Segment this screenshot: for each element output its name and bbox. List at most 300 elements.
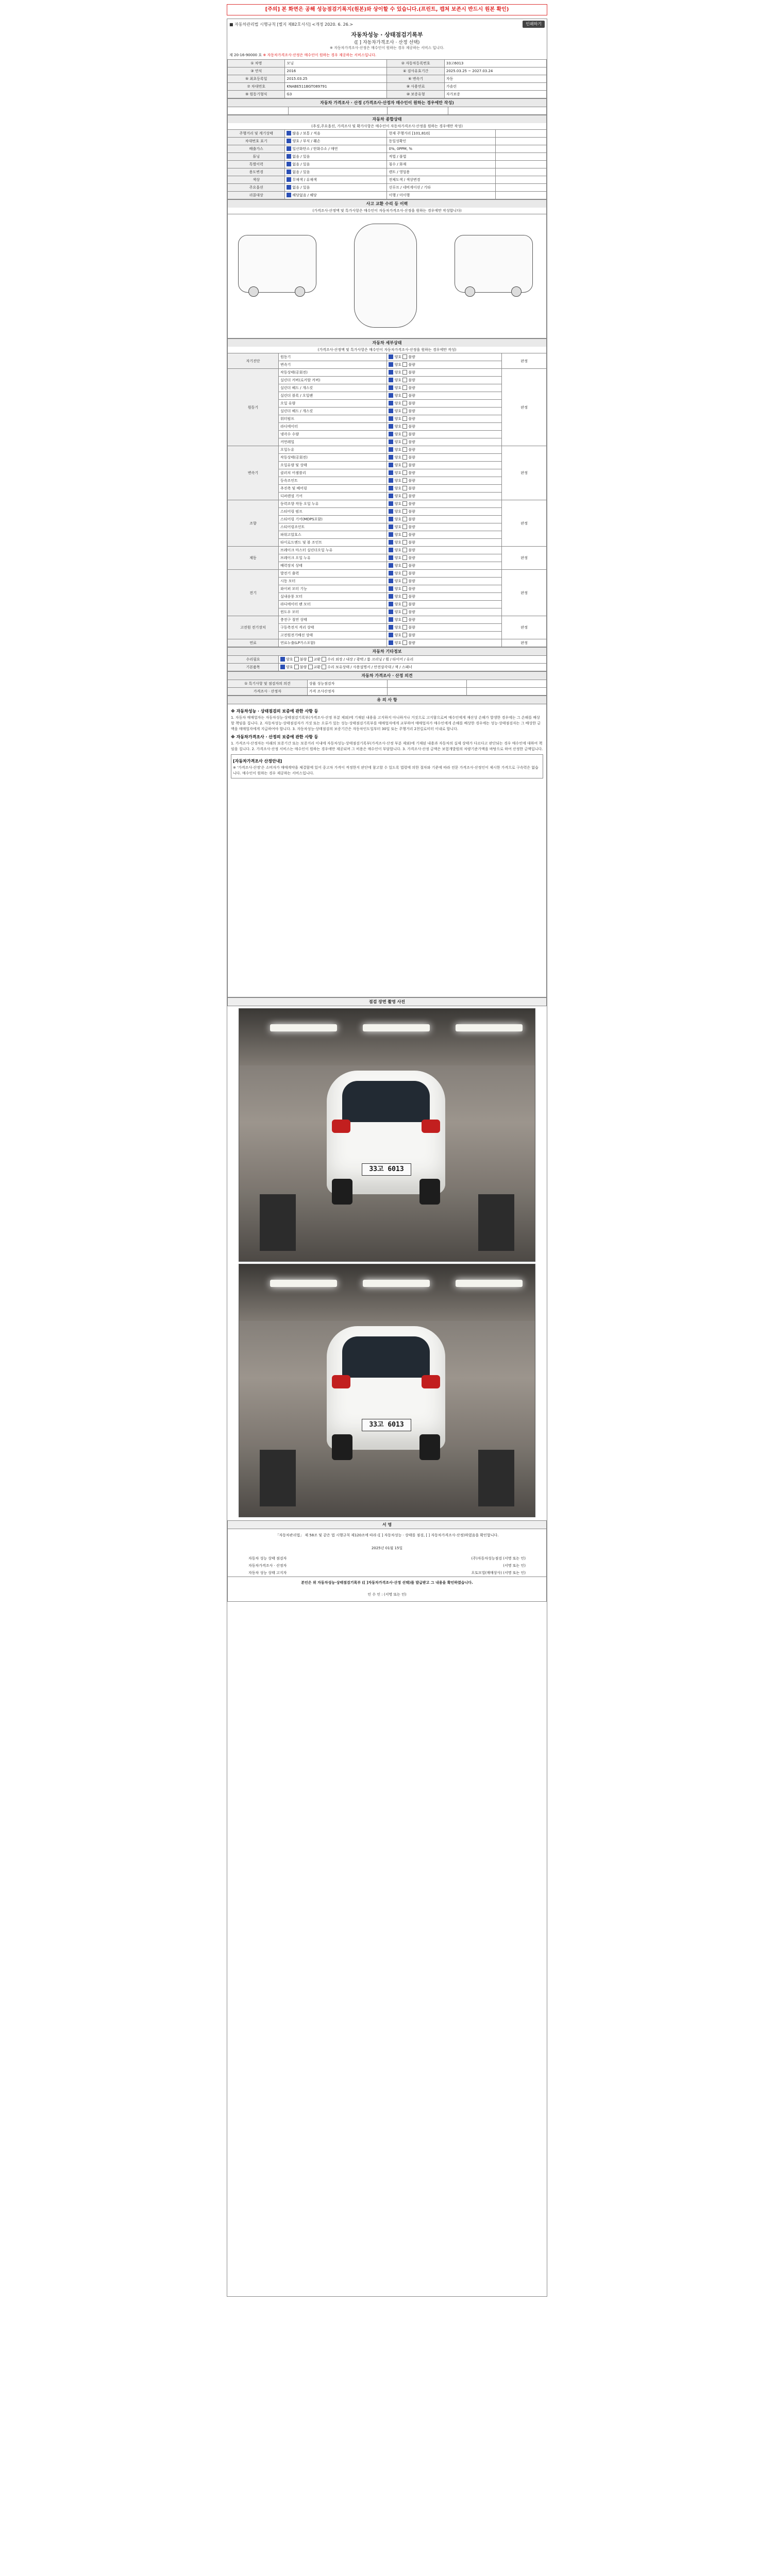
- condition-label: 튜닝: [228, 153, 285, 161]
- checkbox[interactable]: [402, 509, 407, 514]
- detail-item: 브레이크 오일 누유: [279, 554, 387, 562]
- etc-label: 기본품목: [228, 664, 279, 671]
- checkbox[interactable]: [402, 548, 407, 552]
- detail-item: 발전기 출력: [279, 570, 387, 578]
- checkbox-checked[interactable]: [389, 424, 393, 429]
- condition-label: 차대번호 표기: [228, 138, 285, 145]
- wheel-icon: [511, 286, 522, 297]
- checkbox[interactable]: [402, 555, 407, 560]
- tail-lamp: [422, 1375, 440, 1388]
- sign-row: [228, 1569, 546, 1577]
- ceiling: [239, 1009, 535, 1065]
- checkbox[interactable]: [402, 517, 407, 521]
- basic-info-table: [227, 59, 547, 98]
- checkbox-checked[interactable]: [389, 524, 393, 529]
- detail-status: 양호 불량: [387, 477, 502, 485]
- checkbox-checked[interactable]: [389, 540, 393, 545]
- detail-status: 양호 불량: [387, 608, 502, 616]
- detail-result: 판정: [502, 369, 547, 446]
- checkbox[interactable]: [402, 378, 407, 382]
- sign-row: [228, 1562, 546, 1569]
- detail-status: 양호 불량: [387, 570, 502, 578]
- basic-label: ⑩ 보증유형: [387, 91, 444, 98]
- checkbox[interactable]: [402, 532, 407, 537]
- basic-value: 모닝: [285, 60, 387, 67]
- sign-receiver: 인 수 인 : (서명 또는 인): [367, 1592, 407, 1597]
- detail-status: 양호 불량: [387, 400, 502, 408]
- ceiling-light: [363, 1280, 430, 1287]
- basic-value: 가솔린: [444, 83, 546, 91]
- detail-item: 구동축전지 격리 상태: [279, 624, 387, 632]
- basic-row: [228, 91, 547, 98]
- car-top-view: [354, 224, 417, 328]
- detail-result: 판정: [502, 446, 547, 500]
- detail-item: 워터펌프: [279, 415, 387, 423]
- checkbox[interactable]: [402, 586, 407, 591]
- basic-value: G3: [285, 91, 387, 98]
- checkbox-checked[interactable]: [389, 509, 393, 514]
- checkbox-checked[interactable]: [389, 517, 393, 521]
- condition-detail: 적법 / 불법: [387, 153, 495, 161]
- checkbox[interactable]: [402, 362, 407, 367]
- detail-status: 양호 불량: [387, 423, 502, 431]
- condition-table: [227, 129, 547, 199]
- note-section: [231, 754, 543, 778]
- note-section: [231, 734, 543, 752]
- etc-table: [227, 655, 547, 671]
- checkbox-checked[interactable]: [389, 617, 393, 622]
- basic-label: ② 자동차등록번호: [387, 60, 444, 67]
- price-section-head: 자동차 가격조사 · 산정 (가격조사·산정자 매수인이 원하는 경우에만 작성): [227, 98, 547, 107]
- detail-row: [228, 369, 547, 377]
- tire: [332, 1179, 352, 1205]
- note-text: 1. 자동차 매매업자는 자동차성능·상태점검기록부(가격조사·산정 부분 제외)에 기재된 내용을 고지하지 아니하거나 거짓으로 고지함으로써 매수인에게 재산상 손해가 발생한 경우에는 그 손해를 배상할 책임을 집니다. 2. 자동차성능·상태점검자가 거짓 또는 오류가 있는 성능·상태점검기록부를 매매업자에게 교부하여 매매업자가 매수인에게 손해를 배상한 경우에는 성능·상태점검자는 그 배상한 금액을 매매업자에게 지급하여야 합니다. 3. 자동차성능·상태점검의 보증기간은 자동차인도일부터 30일 또는 주행거리 2천킬로미터 이내로 합니다.: [231, 716, 541, 731]
- detail-group: 전기: [228, 570, 279, 616]
- checkbox-checked[interactable]: [287, 185, 291, 190]
- checkbox-checked[interactable]: [389, 633, 393, 637]
- sign-name: (서명 또는 인): [503, 1564, 526, 1568]
- checkbox-checked[interactable]: [389, 548, 393, 552]
- tail-lamp: [332, 1120, 350, 1133]
- condition-result: [495, 168, 546, 176]
- checkbox-checked[interactable]: [389, 586, 393, 591]
- checkbox-checked[interactable]: [389, 362, 393, 367]
- checkbox-checked[interactable]: [389, 501, 393, 506]
- detail-group: 연료: [228, 639, 279, 647]
- car-window: [342, 1081, 430, 1122]
- checkbox-checked[interactable]: [287, 146, 291, 151]
- etc-section-head: 자동차 기타정보: [227, 647, 547, 655]
- condition-label: 색상: [228, 176, 285, 184]
- checkbox[interactable]: [402, 432, 407, 436]
- lift-post: [260, 1194, 296, 1251]
- checkbox-checked[interactable]: [287, 170, 291, 174]
- condition-detail: 렌트 / 영업용: [387, 168, 495, 176]
- condition-options: 양호 / 부식 / 훼손: [285, 138, 387, 145]
- detail-status: 양호 불량: [387, 547, 502, 554]
- checkbox-checked[interactable]: [389, 579, 393, 583]
- lift-post: [478, 1194, 514, 1251]
- opinion-cell: [467, 688, 547, 696]
- condition-result: [495, 145, 546, 153]
- condition-label: 리콜대상: [228, 192, 285, 199]
- detail-item: 오일 유량: [279, 400, 387, 408]
- checkbox[interactable]: [402, 594, 407, 599]
- checkbox[interactable]: [402, 617, 407, 622]
- sign-row: [228, 1555, 546, 1562]
- checkbox[interactable]: [402, 501, 407, 506]
- detail-item: 스티어링 펌프: [279, 508, 387, 516]
- detail-status: 양호 불량: [387, 500, 502, 508]
- license-plate: 33고 6013: [362, 1163, 411, 1176]
- license-plate: 33고 6013: [362, 1419, 411, 1431]
- checkbox-checked[interactable]: [389, 447, 393, 452]
- checkbox[interactable]: [402, 393, 407, 398]
- condition-options: 없음 / 있음: [285, 161, 387, 168]
- etc-value: 양호 불량 교환 수리 외장 / 내장 / 광택 / 룸 크리닝 / 휠 / 타이어 / 유리: [279, 656, 547, 664]
- checkbox-checked[interactable]: [389, 640, 393, 645]
- condition-result: [495, 192, 546, 199]
- checkbox-checked[interactable]: [287, 139, 291, 143]
- sign-role: 자동차 성능 상태 고지자: [248, 1571, 287, 1575]
- basic-label: ④ 검사유효기간: [387, 67, 444, 75]
- detail-table: [227, 353, 547, 647]
- checkbox-checked[interactable]: [389, 455, 393, 460]
- checkbox-checked[interactable]: [389, 625, 393, 630]
- checkbox-checked[interactable]: [389, 370, 393, 375]
- condition-row: [228, 161, 547, 168]
- detail-item: 충전구 절연 상태: [279, 616, 387, 624]
- detail-status: 양호 불량: [387, 377, 502, 384]
- checkbox-checked[interactable]: [287, 193, 291, 197]
- detail-item: 동력조향 작동 오일 누유: [279, 500, 387, 508]
- detail-status: 양호 불량: [387, 454, 502, 462]
- detail-status: 양호 불량: [387, 392, 502, 400]
- condition-options: 없음 / 있음: [285, 168, 387, 176]
- detail-item: 고전원전기배선 상태: [279, 632, 387, 639]
- price-cell: [228, 107, 289, 115]
- ceiling-light: [456, 1280, 523, 1287]
- price-cell: [289, 107, 387, 115]
- sign-section-head: 서 명: [228, 1521, 546, 1529]
- checkbox-checked[interactable]: [280, 665, 285, 669]
- checkbox-checked[interactable]: [389, 378, 393, 382]
- detail-item: 배력장치 상태: [279, 562, 387, 570]
- etc-value: 양호 불량 교환 수리 보유상태 / 사용설명서 / 안전삼각대 / 잭 / 스패너: [279, 664, 547, 671]
- doc-title-sub: ([ ] 자동차가격조사 · 산정 선택): [354, 40, 420, 45]
- checkbox-checked[interactable]: [287, 162, 291, 166]
- condition-detail: 침수 / 화재: [387, 161, 495, 168]
- checkbox[interactable]: [402, 571, 407, 575]
- notes-block: [227, 704, 547, 997]
- condition-row: [228, 176, 547, 184]
- detail-item: 등속조인트: [279, 477, 387, 485]
- condition-row: [228, 145, 547, 153]
- checkbox[interactable]: [402, 478, 407, 483]
- detail-item: 작동상태(공회전): [279, 454, 387, 462]
- detail-item: 오일유량 및 상태: [279, 462, 387, 469]
- ceiling: [239, 1264, 535, 1321]
- checkbox-checked[interactable]: [389, 563, 393, 568]
- wheel-icon: [295, 286, 305, 297]
- detail-result: 판정: [502, 639, 547, 647]
- car-window: [342, 1336, 430, 1378]
- checkbox-checked[interactable]: [389, 416, 393, 421]
- etc-row: [228, 664, 547, 671]
- checkbox-checked[interactable]: [389, 432, 393, 436]
- detail-item: 시동 모터: [279, 578, 387, 585]
- detail-status: 양호 불량: [387, 469, 502, 477]
- checkbox-checked[interactable]: [280, 657, 285, 662]
- checkbox-checked[interactable]: [389, 409, 393, 413]
- condition-options: 무채색 / 유채색: [285, 176, 387, 184]
- checkbox[interactable]: [402, 354, 407, 359]
- detail-item: 클러치 어셈블리: [279, 469, 387, 477]
- condition-label: 용도변경: [228, 168, 285, 176]
- form-meta: ■ 자동차관리법 시행규칙 [별지 제82호서식] <개정 2020. 6. 26.>: [229, 22, 354, 27]
- note-heading: ※ 자동차가격조사 · 산정의 보증에 관한 사항 등: [231, 735, 318, 739]
- detail-group: 고전원 전기장치: [228, 616, 279, 639]
- detail-result: 판정: [502, 616, 547, 639]
- basic-row: [228, 83, 547, 91]
- condition-section-sub: (추징,주요옵션, 가격조사 및 확가사항은 매수인이 자동차가격조사·산정을 원하는 경우에만 작성): [227, 123, 547, 129]
- checkbox-checked[interactable]: [287, 177, 291, 182]
- detail-group: 조향: [228, 500, 279, 547]
- sign-name: (주)자동차성능점검 (서명 또는 인): [471, 1556, 526, 1561]
- sign-role: 자동차 성능 상태 점검자: [248, 1556, 287, 1561]
- detail-status: 양호 불량: [387, 485, 502, 493]
- checkbox-checked[interactable]: [389, 609, 393, 614]
- checkbox[interactable]: [402, 494, 407, 498]
- checkbox-checked[interactable]: [389, 463, 393, 467]
- checkbox-checked[interactable]: [389, 478, 393, 483]
- basic-row: [228, 67, 547, 75]
- detail-item: 윈도우 모터: [279, 608, 387, 616]
- condition-options: 없음 / 있음: [285, 153, 387, 161]
- detail-status: 양호 불량: [387, 632, 502, 639]
- checkbox-checked[interactable]: [287, 131, 291, 135]
- checkbox[interactable]: [402, 609, 407, 614]
- checkbox[interactable]: [402, 424, 407, 429]
- checkbox[interactable]: [402, 416, 407, 421]
- checkbox-checked[interactable]: [389, 594, 393, 599]
- checkbox[interactable]: [308, 665, 313, 669]
- photo-section-head: 점검 장면 촬영 사진: [227, 997, 547, 1006]
- checkbox-checked[interactable]: [389, 486, 393, 490]
- checkbox[interactable]: [402, 455, 407, 460]
- basic-label: ③ 연식: [228, 67, 285, 75]
- checkbox[interactable]: [402, 486, 407, 490]
- detail-result: 판정: [502, 353, 547, 369]
- checkbox[interactable]: [402, 540, 407, 545]
- checkbox[interactable]: [402, 563, 407, 568]
- checkbox[interactable]: [402, 447, 407, 452]
- opinion-cell: [467, 680, 547, 688]
- detail-section-head: 자동차 세부상태: [227, 338, 547, 347]
- checkbox[interactable]: [322, 657, 326, 662]
- detail-status: 양호 불량: [387, 415, 502, 423]
- detail-status: 양호 불량: [387, 353, 502, 361]
- checkbox-checked[interactable]: [389, 401, 393, 405]
- basic-label: ⑧ 사용연료: [387, 83, 444, 91]
- condition-label: 특별이력: [228, 161, 285, 168]
- detail-status: 양호 불량: [387, 639, 502, 647]
- checkbox[interactable]: [402, 524, 407, 529]
- detail-status: 양호 불량: [387, 593, 502, 601]
- doc-title: [227, 29, 547, 53]
- condition-row: [228, 192, 547, 199]
- checkbox[interactable]: [402, 633, 407, 637]
- detail-status: 양호 불량: [387, 578, 502, 585]
- detail-status: 양호 불량: [387, 516, 502, 523]
- diagram-section-sub: (가격조사·산정액 및 특가사항은 매수인이 자동차가격조사·산정을 원하는 경우에만 작성합니다): [227, 208, 547, 214]
- condition-row: [228, 138, 547, 145]
- opinion-table: [227, 680, 547, 696]
- condition-section-head: 자동차 종합상태: [227, 115, 547, 123]
- opinion-section-head: 자동차 가격조사 · 산정 의견: [227, 671, 547, 680]
- checkbox[interactable]: [402, 370, 407, 375]
- condition-result: [495, 184, 546, 192]
- sign-intro: 「자동차관리법」 제 58조 및 같은 법 시행규칙 제120조에 따라 ([ ] 자동차성능 · 상태를 점검, [ ] 자동차가격조사·산정)하였음을 확인합니다.: [275, 1533, 499, 1537]
- checkbox[interactable]: [322, 665, 326, 669]
- checkbox[interactable]: [402, 439, 407, 444]
- checkbox[interactable]: [308, 657, 313, 662]
- basic-value: 자가보증: [444, 91, 546, 98]
- checkbox[interactable]: [402, 579, 407, 583]
- doc-topbar: [227, 19, 547, 29]
- opinion-row: [228, 688, 547, 696]
- condition-result: [495, 153, 546, 161]
- detail-status: 양호 불량: [387, 539, 502, 547]
- wheel-icon: [465, 286, 475, 297]
- detail-row: [228, 500, 547, 508]
- condition-row: [228, 153, 547, 161]
- condition-detail: 현재 주행거리 [101,810]: [387, 130, 495, 138]
- condition-detail: 0%, 0PPM, %: [387, 145, 495, 153]
- rear-photo: [239, 1008, 535, 1262]
- detail-status: 양호 불량: [387, 508, 502, 516]
- checkbox-checked[interactable]: [389, 470, 393, 475]
- detail-item: 원동기: [279, 353, 387, 361]
- checkbox[interactable]: [294, 657, 299, 662]
- checkbox-checked[interactable]: [389, 385, 393, 390]
- checkbox-checked[interactable]: [389, 439, 393, 444]
- basic-value: 2016: [285, 67, 387, 75]
- detail-row: [228, 446, 547, 454]
- detail-group: 변속기: [228, 446, 279, 500]
- basic-label: ⑥ 변속기: [387, 75, 444, 83]
- condition-options: 없음 / 있음: [285, 184, 387, 192]
- detail-section-sub: (가격조사·산정액 및 특가사항은 매수인이 자동차가격조사·산정을 원하는 경우에만 작성): [227, 347, 547, 353]
- condition-row: [228, 130, 547, 138]
- opinion-cell: 가격 조사산정자: [307, 688, 387, 696]
- detail-status: 양호 불량: [387, 531, 502, 539]
- detail-status: 양호 불량: [387, 562, 502, 570]
- car-left-view: [238, 235, 316, 293]
- lift-post: [260, 1450, 296, 1506]
- tail-lamp: [332, 1375, 350, 1388]
- checkbox[interactable]: [294, 665, 299, 669]
- tail-lamp: [422, 1120, 440, 1133]
- front-photo: [239, 1264, 535, 1517]
- etc-label: 수리필요: [228, 656, 279, 664]
- detail-item: 커먼레일: [279, 438, 387, 446]
- detail-row: [228, 547, 547, 554]
- opinion-cell: [387, 688, 467, 696]
- detail-row: [228, 353, 547, 361]
- condition-options: 해당없음 / 해당: [285, 192, 387, 199]
- doc-title-main: 자동차성능 · 상태점검기록부: [351, 31, 423, 38]
- detail-status: 양호 불량: [387, 438, 502, 446]
- detail-item: 와이퍼 모터 기능: [279, 585, 387, 593]
- detail-row: [228, 616, 547, 624]
- checkbox-checked[interactable]: [389, 555, 393, 560]
- detail-result: 판정: [502, 570, 547, 616]
- checkbox-checked[interactable]: [389, 494, 393, 498]
- checkbox[interactable]: [402, 640, 407, 645]
- checkbox[interactable]: [402, 463, 407, 467]
- note-heading: [자동차가격조사 산정안내]: [233, 759, 282, 764]
- tire: [419, 1434, 440, 1460]
- etc-row: [228, 656, 547, 664]
- checkbox[interactable]: [402, 470, 407, 475]
- basic-label: ⑤ 최초등록일: [228, 75, 285, 83]
- checkbox[interactable]: [402, 602, 407, 606]
- basic-label: ⑨ 원동기형식: [228, 91, 285, 98]
- condition-detail: 동일성확인: [387, 138, 495, 145]
- basic-value: 자동: [444, 75, 546, 83]
- detail-status: 양호 불량: [387, 585, 502, 593]
- ceiling-light: [456, 1024, 523, 1031]
- print-button[interactable]: 인쇄하기: [523, 21, 545, 28]
- checkbox[interactable]: [402, 625, 407, 630]
- detail-result: 판정: [502, 500, 547, 547]
- note-heading: ※ 자동차성능 · 상태점검의 보증에 관한 사항 등: [231, 709, 318, 714]
- checkbox-checked[interactable]: [287, 154, 291, 159]
- ref-line: [227, 53, 547, 59]
- basic-label: ⑦ 차대번호: [228, 83, 285, 91]
- detail-row: [228, 639, 547, 647]
- tire: [419, 1179, 440, 1205]
- detail-item: 디퍼렌셜 기어: [279, 493, 387, 500]
- detail-status: 양호 불량: [387, 462, 502, 469]
- detail-item: 실린더 블록 / 오일팬: [279, 392, 387, 400]
- detail-item: 라디에이터 팬 모터: [279, 601, 387, 608]
- checkbox[interactable]: [402, 409, 407, 413]
- checkbox-checked[interactable]: [389, 602, 393, 606]
- checkbox-checked[interactable]: [389, 393, 393, 398]
- basic-value: KNABE511BGT089791: [285, 83, 387, 91]
- opinion-cell: 가격조사 · 산정자: [228, 688, 308, 696]
- basic-value: 2015.03.25: [285, 75, 387, 83]
- checkbox-checked[interactable]: [389, 532, 393, 537]
- detail-item: 연료누출(LP가스포함): [279, 639, 387, 647]
- checkbox[interactable]: [402, 385, 407, 390]
- checkbox[interactable]: [402, 401, 407, 405]
- detail-status: 양호 불량: [387, 384, 502, 392]
- condition-detail: 전체도색 / 색상변경: [387, 176, 495, 184]
- detail-item: 실린더 헤드 / 개스킷: [279, 408, 387, 415]
- checkbox-checked[interactable]: [389, 354, 393, 359]
- condition-detail: 선루프 / 네비게이션 / 기타: [387, 184, 495, 192]
- detail-item: 실린더 커버(로커암 커버): [279, 377, 387, 384]
- checkbox-checked[interactable]: [389, 571, 393, 575]
- detail-item: 타이로드엔드 및 볼 조인트: [279, 539, 387, 547]
- sign-date: 2025년 01월 15일: [371, 1546, 403, 1550]
- ceiling-light: [270, 1280, 337, 1287]
- detail-item: 작동상태(공회전): [279, 369, 387, 377]
- detail-row: [228, 570, 547, 578]
